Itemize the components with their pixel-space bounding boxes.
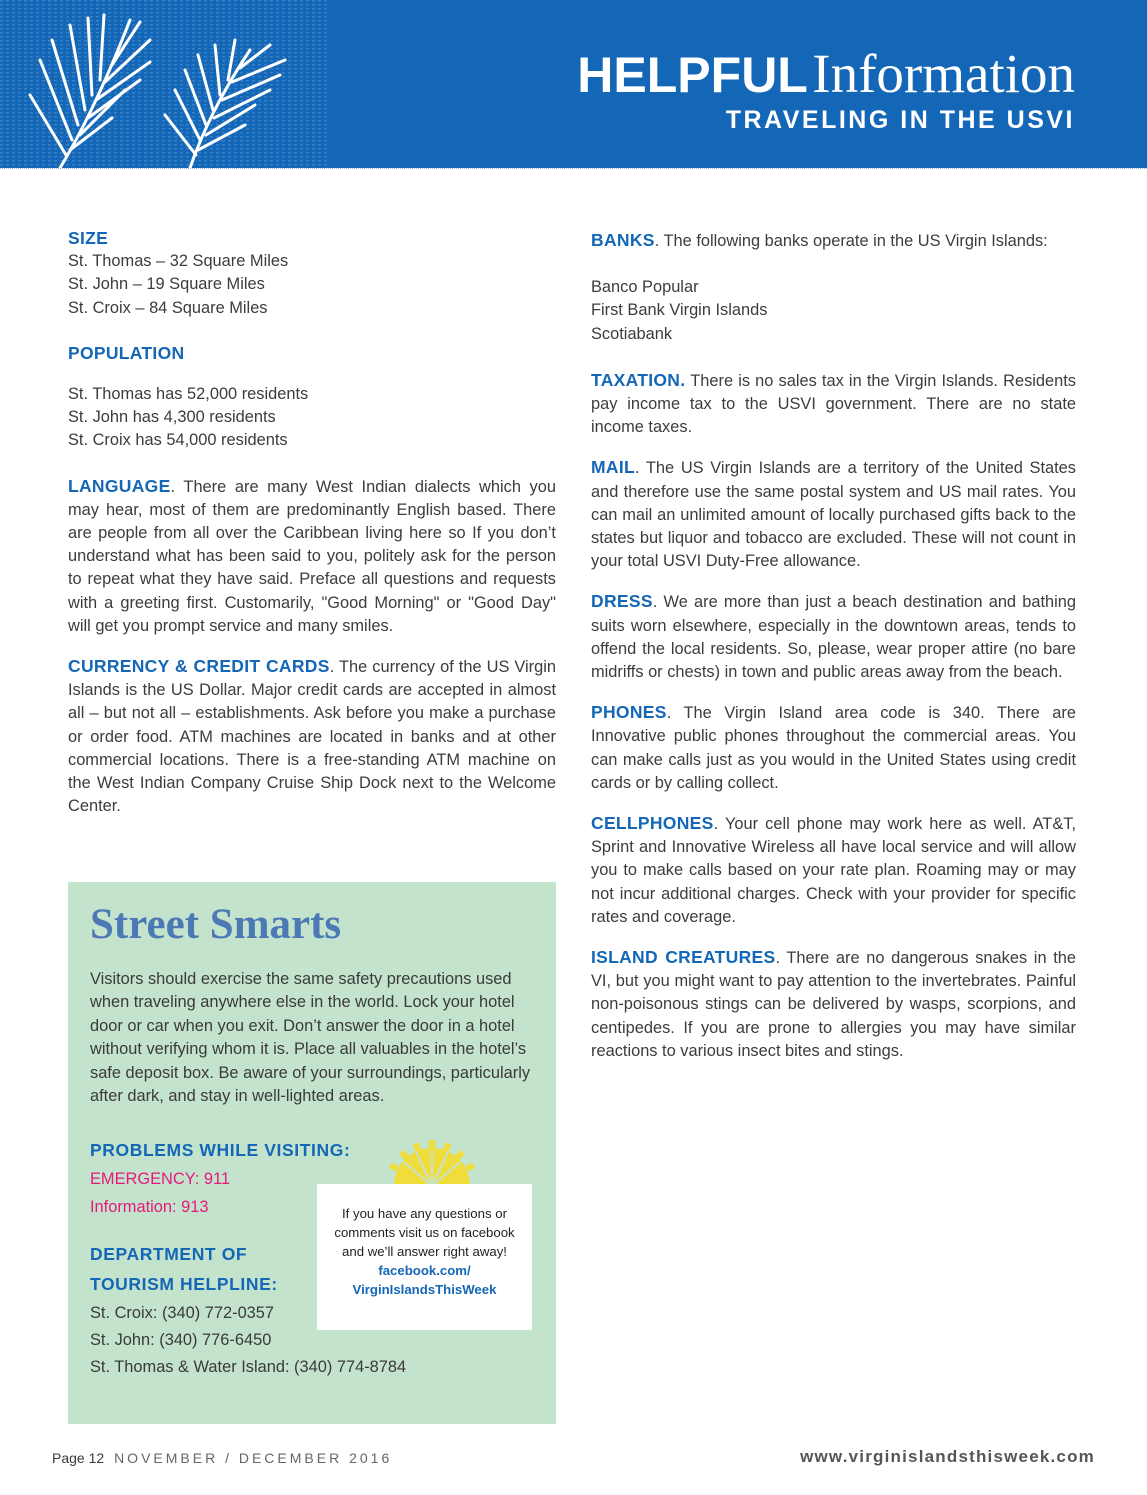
cellphones-paragraph xyxy=(591,812,1076,929)
phones-text: . The Virgin Island area code is 340. There are Innovative public phones throughout the commercial areas. You can make calls just as you would in the United States using credit cards or by calling collect. xyxy=(591,704,1076,792)
banks-list xyxy=(591,276,1076,346)
facebook-link[interactable]: facebook.com/ xyxy=(378,1263,471,1278)
creatures-text: . There are no dangerous snakes in the VI, but you might want to pay attention to the invertebrates. Painful non-poisonous stings can be delivered by wasps, scorpions, and centipedes. If you are prone to allergies you may have similar reactions to various insect bites and stings. xyxy=(591,949,1076,1060)
cellphones-heading: CELLPHONES xyxy=(591,813,714,834)
language-paragraph xyxy=(68,475,556,638)
list-item: St. Croix – 84 Square Miles xyxy=(68,298,268,317)
dress-paragraph xyxy=(591,590,1076,684)
street-smarts-box xyxy=(68,882,556,1424)
size-list xyxy=(68,250,556,320)
page-title xyxy=(577,43,1075,104)
list-item: St. John has 4,300 residents xyxy=(68,408,276,427)
dept-heading-line-2: TOURISM HELPLINE: xyxy=(90,1274,278,1294)
sun-icon xyxy=(386,1140,478,1186)
size-heading: SIZE xyxy=(68,228,109,248)
list-item: St. Thomas – 32 Square Miles xyxy=(68,252,289,271)
problems-heading: PROBLEMS WHILE VISITING: xyxy=(90,1140,351,1160)
population-list xyxy=(68,383,556,453)
issue-date: NOVEMBER / DECEMBER 2016 xyxy=(114,1450,393,1466)
taxation-paragraph xyxy=(591,369,1076,440)
banks-text: . The following banks operate in the US Virgin Islands: xyxy=(654,232,1048,250)
phones-paragraph xyxy=(591,701,1076,795)
list-item: St. Thomas has 52,000 residents xyxy=(68,385,309,404)
dept-heading-line-1: DEPARTMENT OF xyxy=(90,1244,248,1264)
language-text: . There are many West Indian dialects which you may hear, most of them are predominantly English based. There are people from all over the Caribbean living here so If you don’t understand what has been said to you, politely ask for the person to repeat what they have said. Preface all questions and requests with a greeting first. Customarily, "Good Morning" or "Good Day" will get you prompt service and many smiles. xyxy=(68,477,556,635)
helpline-st-croix: St. Croix: (340) 772-0357 xyxy=(90,1304,275,1322)
emergency-number: EMERGENCY: 911 xyxy=(90,1170,230,1188)
title-bold: HELPFUL xyxy=(577,47,808,103)
right-column xyxy=(591,229,1076,1063)
creatures-paragraph xyxy=(591,946,1076,1063)
cellphones-text: . Your cell phone may work here as well. AT&T, Sprint and Innovative Wireless all have local service and will allow you to make calls based on your rate plan. Roaming may or may not incur additional charges. Check with your provider for specific rates and coverage. xyxy=(591,815,1076,926)
currency-text: . The currency of the US Virgin Islands is the US Dollar. Major credit cards are accepted in almost all – but not all – establishments. Ask before you make a purchase or order food. ATM machines are located in banks and at other commercial locations. There is a free-standing ATM machine on the West Indian Company Cruise Ship Dock next to the Welcome Center. xyxy=(68,658,557,816)
currency-paragraph xyxy=(68,655,556,818)
taxation-text: There is no sales tax in the Virgin Islands. Residents pay income tax to the USVI government. There are no state income taxes. xyxy=(591,371,1076,437)
facebook-text-line: If you have any questions or xyxy=(342,1206,507,1221)
banks-heading: BANKS xyxy=(591,230,655,250)
street-smarts-body: Visitors should exercise the same safety precautions used when traveling anywhere else in the world. Lock your hotel door or car when you exit. Don’t answer the door in a hotel without verifying whom it is. Place all valuables in the hotel’s safe deposit box. Be aware of your surroundings, particularly after dark, and stay in well-lighted areas. xyxy=(90,970,531,1106)
title-serif: Information xyxy=(812,43,1075,104)
helpline-st-john: St. John: (340) 776-6450 xyxy=(90,1331,272,1349)
creatures-heading: ISLAND CREATURES xyxy=(591,947,776,968)
page-subtitle: TRAVELING IN THE USVI xyxy=(725,106,1075,134)
palm-frond-illustration xyxy=(0,0,330,168)
facebook-text-line: and we’ll answer right away! xyxy=(342,1244,507,1259)
currency-heading: CURRENCY & CREDIT CARDS xyxy=(68,656,330,677)
information-number: Information: 913 xyxy=(90,1198,209,1216)
dress-text: . We are more than just a beach destination and bathing suits worn elsewhere, especially in the downtown areas, tends to offend the local residents. So, please, wear proper attire (no bare midriffs or chests) in town and public areas away from the beach. xyxy=(591,593,1076,682)
helpline-st-thomas: St. Thomas & Water Island: (340) 774-8784 xyxy=(90,1358,407,1376)
footer-page-info xyxy=(52,1450,392,1466)
banks-paragraph xyxy=(591,229,1076,253)
mail-text: . The US Virgin Islands are a territory of the United States and therefore use the same postal system and US mail rates. You can mail an unlimited amount of locally purchased gifts back to the states but liquor and tobacco are excluded. These will not count in your total USVI Duty-Free allowance. xyxy=(591,459,1076,571)
list-item: Banco Popular xyxy=(591,278,699,297)
dress-heading: DRESS xyxy=(591,591,653,612)
phones-heading: PHONES xyxy=(591,702,667,723)
header-banner xyxy=(0,0,1147,168)
taxation-heading: TAXATION. xyxy=(591,369,686,390)
left-column xyxy=(68,227,556,818)
page-number: Page 12 xyxy=(52,1450,105,1466)
website-link[interactable]: www.virginislandsthisweek.com xyxy=(800,1447,1095,1466)
header-divider xyxy=(0,168,1147,177)
language-heading: LANGUAGE xyxy=(68,475,171,496)
list-item: St. Croix has 54,000 residents xyxy=(68,431,288,450)
list-item: Scotiabank xyxy=(591,324,673,343)
facebook-callout xyxy=(317,1184,532,1330)
facebook-link[interactable]: VirginIslandsThisWeek xyxy=(352,1282,497,1297)
mail-heading: MAIL xyxy=(591,457,635,478)
facebook-text-line: comments visit us on facebook xyxy=(334,1225,515,1240)
list-item: St. John – 19 Square Miles xyxy=(68,275,265,294)
list-item: First Bank Virgin Islands xyxy=(591,301,768,320)
mail-paragraph xyxy=(591,456,1076,573)
population-heading: POPULATION xyxy=(68,342,185,363)
street-smarts-title: Street Smarts xyxy=(90,901,342,948)
